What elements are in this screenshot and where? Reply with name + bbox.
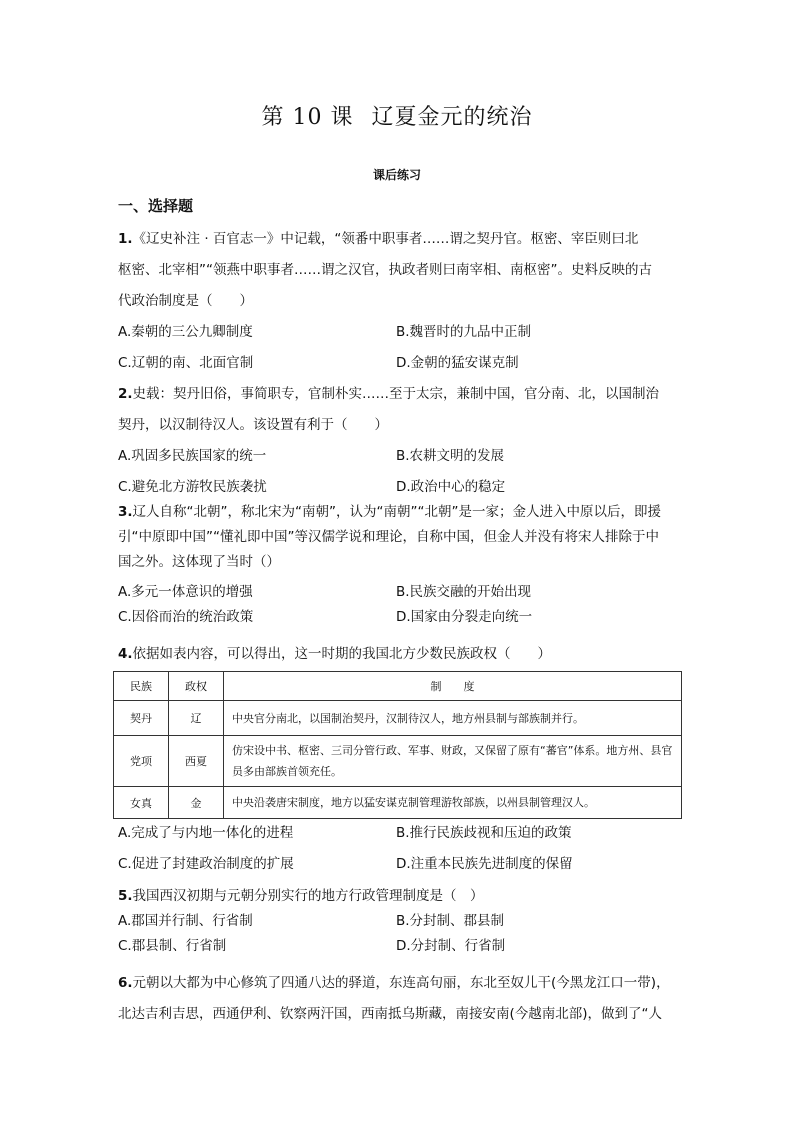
table-cell: 女真 [114,787,169,819]
options-5 [118,909,678,959]
table-header: 民族 [114,672,169,701]
page-subtitle: 课后练习 [372,168,421,182]
table-cell: 中央沿袭唐宋制度，地方以猛安谋克制管理游牧部族，以州县制管理汉人。 [224,787,682,819]
options-4 [118,818,678,880]
option-d[interactable]: D.分封制、行省制 [396,938,506,954]
table-cell: 仿宋设中书、枢密、三司分管行政、军事、财政，又保留了原有“蕃官”体系。地方州、县官员多由部族首领充任。 [224,736,682,787]
option-a[interactable]: A.秦朝的三公九卿制度 [118,324,253,340]
question-1 [118,224,676,317]
option-c[interactable]: C.避免北方游牧民族袭扰 [118,479,267,495]
question-line: 枢密、北宰相”“领燕中职事者……谓之汉官，执政者则曰南宰相、南枢密”。史料反映的古 [118,262,652,278]
option-b[interactable]: B.农耕文明的发展 [396,448,505,464]
option-b[interactable]: B.民族交融的开始出现 [396,584,532,600]
lesson-number: 第 10 课 [261,105,354,130]
question-5 [118,884,676,909]
table-cell: 西夏 [169,736,224,787]
option-a[interactable]: A.完成了与内地一体化的进程 [118,825,294,841]
option-c[interactable]: C.郡县制、行省制 [118,938,227,954]
option-b[interactable]: B.分封制、郡县制 [396,913,505,929]
table-cell: 辽 [169,701,224,736]
table-cell: 党项 [114,736,169,787]
table-header: 制 度 [224,672,682,701]
section-heading: 一、选择题 [118,197,194,215]
question-number: 3. [118,504,133,520]
table-cell: 契丹 [114,701,169,736]
options-1 [118,317,678,379]
question-4 [118,639,676,670]
table-cell: 金 [169,787,224,819]
question-6 [118,968,684,1030]
table-row [114,701,682,736]
table-cell: 中央官分南北，以国制治契丹，汉制待汉人，地方州县制与部族制并行。 [224,701,682,736]
question-number: 6. [118,975,133,991]
question-number: 1. [118,231,133,247]
regime-table [113,671,682,819]
option-c[interactable]: C.因俗而治的统治政策 [118,609,254,625]
question-number: 5. [118,888,133,904]
table-header-row [114,672,682,701]
lesson-title: 辽夏金元的统治 [371,105,533,130]
question-line: 依据如表内容，可以得出，这一时期的我国北方少数民族政权（ ） [132,646,552,662]
question-line: 辽人自称“北朝”，称北宋为“南朝”，认为“南朝”“北朝”是一家；金人进入中原以后，即援 [132,504,661,520]
option-a[interactable]: A.郡国并行制、行省制 [118,913,253,929]
question-line: 我国西汉初期与元朝分别实行的地方行政管理制度是（ ） [132,888,484,904]
question-3 [118,500,676,575]
option-d[interactable]: D.注重本民族先进制度的保留 [396,856,573,872]
option-a[interactable]: A.多元一体意识的增强 [118,584,253,600]
question-line: 引“中原即中国”“懂礼即中国”等汉儒学说和理论，自称中国，但金人并没有将宋人排除于中 [118,529,659,545]
option-d[interactable]: D.国家由分裂走向统一 [396,609,533,625]
question-2 [118,379,676,441]
option-b[interactable]: B.推行民族歧视和压迫的政策 [396,825,572,841]
question-line: 《辽史补注 · 百官志一》中记载，“领番中职事者……谓之契丹官。枢密、宰臣则曰北 [132,231,639,247]
question-number: 4. [118,646,133,662]
question-line: 国之外。这体现了当时（） [118,554,280,570]
option-c[interactable]: C.辽朝的南、北面官制 [118,355,254,371]
page-title [0,100,794,131]
question-line: 史载：契丹旧俗，事简职专，官制朴实……至于太宗，兼制中国，官分南、北，以国制治 [132,386,660,402]
table-header: 政权 [169,672,224,701]
option-c[interactable]: C.促进了封建政治制度的扩展 [118,856,294,872]
table-row [114,736,682,787]
question-line: 契丹，以汉制待汉人。该设置有利于（ ） [118,417,388,433]
option-a[interactable]: A.巩固多民族国家的统一 [118,448,267,464]
question-number: 2. [118,386,133,402]
question-line: 代政治制度是（ ） [118,293,253,309]
question-line: 北达吉利吉思，西通伊利、钦察两汗国，西南抵乌斯藏，南接安南(今越南北部)，做到了“人 [118,1006,663,1022]
options-3 [118,580,678,630]
option-b[interactable]: B.魏晋时的九品中正制 [396,324,532,340]
table-row [114,787,682,819]
question-line: 元朝以大都为中心修筑了四通八达的驿道，东连高句丽，东北至奴儿干(今黑龙江口一带)， [132,975,670,991]
option-d[interactable]: D.金朝的猛安谋克制 [396,355,519,371]
option-d[interactable]: D.政治中心的稳定 [396,479,506,495]
options-2 [118,441,678,503]
